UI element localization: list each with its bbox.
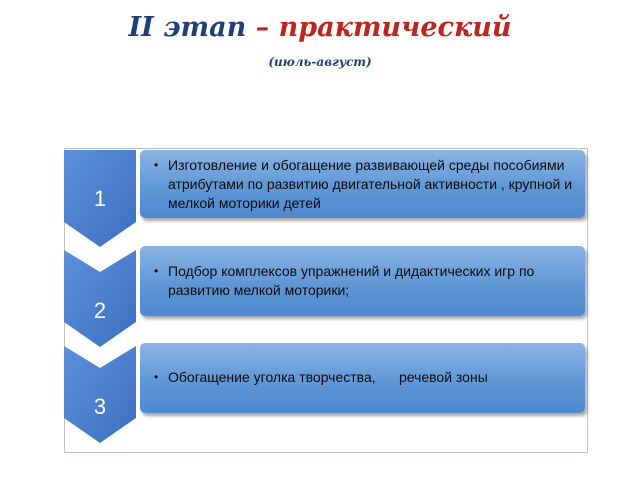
title-stage: II этап [128,12,247,43]
title-practical: – практический [246,12,512,43]
stage-1-text: • Изготовление и обогащение развивающей среды пособиями атрибутами по развитию двигательной активности , крупной и мелкой моторики детей [168,156,575,213]
stage-1-chevron [64,150,136,247]
stage-1-box [140,150,585,218]
stage-3-chevron [64,346,136,443]
page-title [0,12,640,44]
stage-2-number: 2 [93,297,107,323]
stage-2-chevron [64,250,136,347]
stage-3-box [140,343,585,413]
stage-1-number: 1 [93,185,107,211]
stage-2-text: • Подбор комплексов упражнений и дидактических игр по развитию мелкой моторики; [168,262,575,300]
stage-2-box [140,246,585,316]
stage-3-text: • Обогащение уголка творчества, речевой зоны [168,368,575,387]
page-subtitle: (июль-август) [268,55,372,69]
stage-3-number: 3 [93,393,107,419]
